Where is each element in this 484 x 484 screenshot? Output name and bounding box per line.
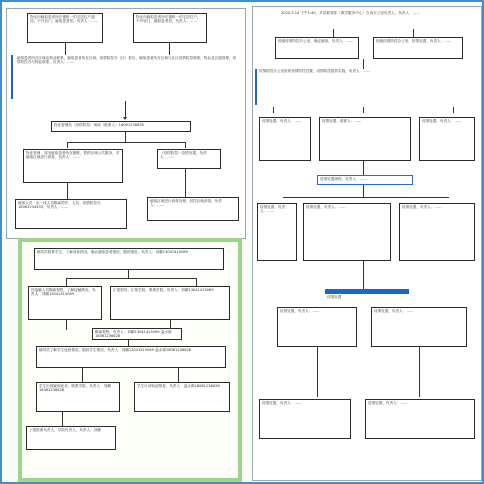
bottom-left-box: 疑似人员：由一线人员隔离防护，人员：疫情防控办18061234455，负责人：…… (15, 199, 127, 229)
lb-box-2: 经接触人员隔离观察，了解接触情况，负责人：刘鹏13041415069 (28, 286, 102, 320)
r-bottom-box-2: 疫情处置，负责人：…… (365, 399, 475, 439)
r-band (325, 289, 409, 294)
r-band-label: 疫情处置 (327, 295, 342, 299)
center-box: 物业管理处（疫情防控）现场（联系人）18061236628 (51, 121, 191, 132)
lb-box-8: 上报院系负责人，学院负责人，负责人：刘鹏 (26, 426, 116, 450)
lb-box-7: 学生行动轨迹排查，负责人：温水源18061236628 (134, 382, 230, 412)
top-box-1: 物业向疑似患者所在楼栋一的宅居住户通知，不开放门，疑似患者居，负责人：…… (27, 13, 103, 43)
r-low-box-2: 疫情处置，负责人：…… (371, 307, 467, 347)
r-mid-box: 疫情处置流程，负责人：…… (317, 175, 413, 185)
r-row-box-2: 疫情处置，联系人：…… (319, 117, 411, 161)
r-grid-box-2: 疫情处置，负责人：…… (303, 203, 391, 261)
right-flowchart-page (252, 6, 482, 481)
r-box-1: 校级疫情防控办公室，确定疑似，负责人：…… (275, 37, 359, 59)
top-box-2: 物业向疑似患者所在楼栋一的宅居住户，不开放门，疑似患者居，负责人：…… (133, 13, 207, 43)
left-bottom-flowchart (18, 238, 242, 482)
right-header: 2020.3.14 下午1:40，多层联席体（教学服务中心）告诉办公室负责人，负责人：…… (281, 11, 420, 15)
left-flowchart-page (6, 8, 246, 239)
r-row-box-1: 疫情处置，负责人：…… (259, 117, 311, 161)
right-branch-box: （疫情防控）疫情处置，负责人：…… (157, 149, 221, 169)
bottom-right-box: 疑似区域进行消毒处理，封控区域消毒，负责人：…… (147, 197, 239, 221)
intro-paragraph: 疑似患者所在区域由物业联系，疑似患者所在区域，疫情防控办（区）报告，疑似患者所在区域与社区疫情防控联系，物业及区级管理，疫情防控办与物业联系，负责人：…… (17, 56, 237, 65)
r-paragraph: 疫情防控办公室组织疫情防控处置，疫情防控组织实施，负责人：…… (259, 69, 371, 73)
r-grid-box-3: 疫情处置，负责人：…… (399, 203, 475, 261)
lb-box-4: 隔离观察，负责人：刘鹏13041415069 温水源18061236628 (92, 328, 182, 340)
r-row-box-3: 疫情处置，负责人：…… (419, 117, 475, 161)
r-bottom-box-1: 疫情处置，负责人：…… (259, 399, 351, 439)
lb-box-6: 学生出现疑似症状，联系学院，负责人：刘鹏18061236628 (36, 382, 120, 412)
lb-box-3: 汇报领导，汇报学校，联系医院，负责人：刘鹏13041415069 (110, 286, 230, 320)
r-low-box-1: 疫情处置，负责人：…… (277, 307, 357, 347)
lb-box-1: 辅导员联系学生，了解身体情况，确认疑似患者情况，随时跟进，负责人：刘鹏13041415069 (34, 248, 224, 270)
left-branch-box: 物业管理：封闭疑似患者所在楼栋，暂停区域公共服务，对疑似区域进行消毒，负责人：…… (23, 149, 123, 183)
r-grid-box-1: 疫情处置，负责人：…… (257, 203, 297, 261)
lb-box-5: 辅导员了解学生返校情况，跟踪学生情况，负责人：刘鹏13041415069 温水源18061236628 (36, 346, 226, 368)
r-box-2: 校级疫情防控办公室，疫情处置，负责人：…… (373, 37, 463, 59)
